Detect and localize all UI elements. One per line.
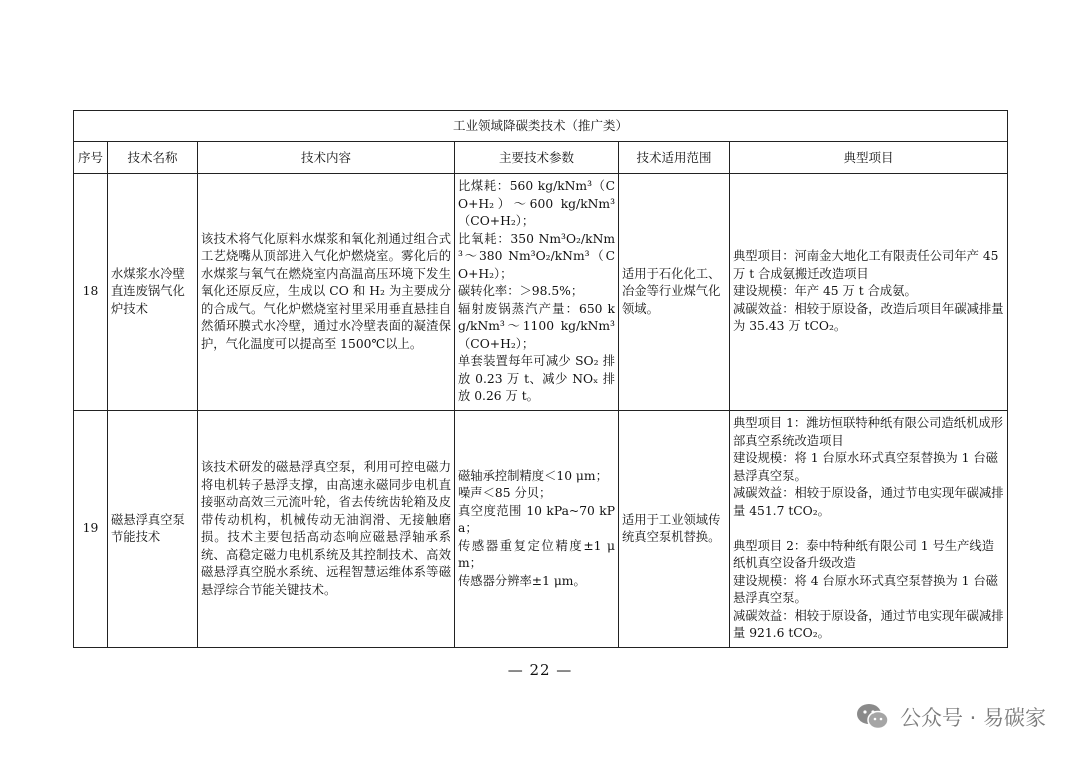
tech-name: 磁悬浮真空泵节能技术 bbox=[108, 411, 198, 648]
project-line: 典型项目 1：潍坊恒联特种纸有限公司造纸机成形部真空系统改造项目 bbox=[733, 416, 1003, 448]
technology-table bbox=[73, 110, 1008, 648]
param-line: 辐射废锅蒸汽产量：650 kg/kNm³～1100 kg/kNm³（CO+H₂）； bbox=[458, 301, 615, 351]
param-line: 真空度范围 10 kPa~70 kPa； bbox=[458, 503, 615, 536]
wechat-icon bbox=[856, 703, 890, 731]
project-line: 典型项目：河南金大地化工有限责任公司年产 45 万 t 合成氨搬迁改造项目 bbox=[733, 249, 999, 281]
project-line: 减碳效益：相较于原设备，通过节电实现年碳减排量 451.7 tCO₂。 bbox=[733, 486, 1004, 518]
tech-params bbox=[455, 174, 619, 411]
watermark-text: 公众号 · 易碳家 bbox=[899, 706, 1046, 730]
table-row bbox=[74, 174, 1008, 411]
watermark bbox=[856, 702, 1046, 732]
param-line: 单套装置每年可减少 SO₂ 排放 0.23 万 t、减少 NOₓ 排放 0.26 万 t。 bbox=[458, 354, 615, 404]
table-title-row bbox=[74, 111, 1008, 142]
header-params: 主要技术参数 bbox=[455, 142, 619, 174]
tech-content: 该技术研发的磁悬浮真空泵，利用可控电磁力将电机转子悬浮支撑，由高速永磁同步电机直接驱动高效三元流叶轮，省去传统齿轮箱及皮带传动机构，机械传动无油润滑、无接触磨损。技术主要包括高动态响应磁悬浮轴承系统、高稳定磁力电机系统及其控制技术、高效磁悬浮真空脱水系统、远程智慧运维体系等磁悬浮综合节能关键技术。 bbox=[198, 411, 455, 648]
param-line: 传感器重复定位精度±1 μm； bbox=[458, 538, 615, 571]
header-content: 技术内容 bbox=[198, 142, 455, 174]
header-no: 序号 bbox=[74, 142, 108, 174]
project-line: 减碳效益：相较于原设备，通过节电实现年碳减排量 921.6 tCO₂。 bbox=[733, 608, 1004, 641]
header-scope: 技术适用范围 bbox=[619, 142, 730, 174]
project-line: 减碳效益：相较于原设备，改造后项目年碳减排量为 35.43 万 tCO₂。 bbox=[733, 301, 1004, 334]
tech-name: 水煤浆水冷壁直连废锅气化炉技术 bbox=[108, 174, 198, 411]
tech-params bbox=[455, 411, 619, 648]
param-line: 碳转化率：＞98.5%； bbox=[458, 284, 584, 299]
param-line: 传感器分辨率±1 μm。 bbox=[458, 573, 586, 588]
table-header-row bbox=[74, 142, 1008, 174]
project-line: 建设规模：年产 45 万 t 合成氨。 bbox=[733, 284, 917, 299]
project-line: 典型项目 2：泰中特种纸有限公司 1 号生产线造纸机真空设备升级改造 bbox=[733, 538, 995, 571]
param-line: 比氧耗：350 Nm³O₂/kNm³～380 Nm³O₂/kNm³（CO+H₂）； bbox=[458, 231, 615, 281]
project-line bbox=[733, 520, 1004, 538]
page-number: — 22 — bbox=[507, 661, 573, 679]
tech-content: 该技术将气化原料水煤浆和氧化剂通过组合式工艺烧嘴从顶部进入气化炉燃烧室。雾化后的水煤浆与氧气在燃烧室内高温高压环境下发生氧化还原反应，生成以 CO 和 H₂ 为主要成分的合成气。气化炉燃烧室衬里采用垂直悬挂自然循环膜式水冷壁，通过水冷壁表面的凝渣保护，气化温度可以提高至 1500℃以上。 bbox=[198, 174, 455, 411]
row-no: 19 bbox=[74, 411, 108, 648]
param-line: 比煤耗：560 kg/kNm³（CO+H₂）～600 kg/kNm³（CO+H₂）； bbox=[458, 179, 615, 229]
table-title: 工业领域降碳类技术（推广类） bbox=[74, 111, 1008, 142]
param-line: 磁轴承控制精度＜10 μm； bbox=[458, 468, 608, 483]
tech-scope: 适用于工业领域传统真空泵机替换。 bbox=[619, 411, 730, 648]
tech-scope: 适用于石化化工、冶金等行业煤气化领域。 bbox=[619, 174, 730, 411]
header-name: 技术名称 bbox=[108, 142, 198, 174]
table-row bbox=[74, 411, 1008, 648]
header-projects: 典型项目 bbox=[730, 142, 1008, 174]
project-line: 建设规模：将 1 台原水环式真空泵替换为 1 台磁悬浮真空泵。 bbox=[733, 451, 998, 483]
project-line: 建设规模：将 4 台原水环式真空泵替换为 1 台磁悬浮真空泵。 bbox=[733, 573, 998, 606]
typical-projects bbox=[730, 411, 1008, 648]
param-line: 噪声＜85 分贝； bbox=[458, 486, 552, 501]
row-no: 18 bbox=[74, 174, 108, 411]
typical-projects bbox=[730, 174, 1008, 411]
